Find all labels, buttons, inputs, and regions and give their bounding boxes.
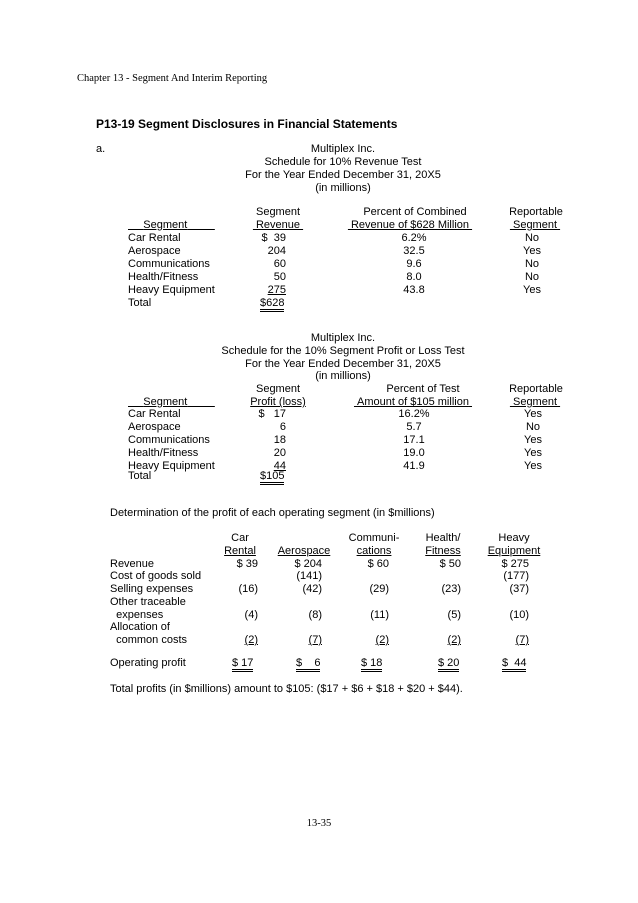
schedule2-row-percent: 19.0 (403, 447, 425, 459)
schedule1-row-reportable: No (524, 232, 540, 244)
schedule1-col2-header-bottom: Revenue (255, 219, 301, 231)
schedule1-title-line: For the Year Ended December 31, 20X5 (245, 169, 441, 181)
profit-row-label: expenses (110, 609, 164, 621)
schedule1-row-percent: 8.0 (406, 271, 422, 283)
schedule1-segment-header: Segment (143, 219, 188, 231)
profit-row-value: $ 204 (294, 558, 322, 570)
schedule1-row-segment: Communications (128, 258, 210, 270)
schedule2-row-value: 44 (273, 460, 286, 472)
profit-row-label: Other traceable (110, 596, 186, 608)
schedule2-title-line: Schedule for the 10% Segment Profit or Loss Test (221, 345, 465, 357)
schedule2-col2-header-bottom: Profit (loss) (250, 396, 306, 408)
schedule1-row-segment: Heavy Equipment (128, 284, 215, 296)
profit-column-header-bottom: Equipment (487, 545, 541, 557)
schedule1-row-reportable: Yes (523, 245, 541, 257)
schedule1-row-value: 50 (273, 271, 286, 283)
profit-row-value: (177) (503, 570, 529, 582)
profit-row-value: $ 39 (236, 558, 258, 570)
profit-row-value: $ 60 (367, 558, 389, 570)
schedule2-row-value: 20 (273, 447, 286, 459)
schedule2-row-percent: 5.7 (406, 421, 422, 433)
schedule2-row-segment: Aerospace (128, 421, 181, 433)
operating-profit-value: $ 17 (232, 657, 253, 672)
schedule1-col3-header-top: Percent of Combined (363, 206, 467, 218)
operating-profit-label: Operating profit (110, 657, 186, 669)
schedule1-total-value: $628 (260, 297, 284, 312)
schedule2-row-reportable: No (525, 421, 541, 433)
profit-column-header-bottom: Aerospace (277, 545, 331, 557)
schedule2-title-line: (in millions) (315, 370, 371, 382)
schedule1-row-reportable: Yes (523, 284, 541, 296)
profit-row-value: (29) (369, 583, 389, 595)
schedule2-row-reportable: Yes (524, 434, 542, 446)
profit-row-label: Cost of goods sold (110, 570, 202, 582)
schedule2-col2-header-top: Segment (255, 383, 301, 395)
operating-profit-value: $ 20 (438, 657, 459, 672)
profit-row-value: $ 50 (439, 558, 461, 570)
schedule1-title-line: (in millions) (315, 182, 371, 194)
schedule2-row-reportable: Yes (524, 460, 542, 472)
profit-row-value: (16) (238, 583, 258, 595)
schedule2-row-percent: 41.9 (403, 460, 425, 472)
schedule2-col4-header-bottom: Segment (512, 396, 558, 408)
schedule1-col4-header-bottom: Segment (512, 219, 558, 231)
profit-row-value: (7) (308, 634, 322, 646)
schedule1-row-value: 275 (267, 284, 286, 296)
schedule2-row-segment: Car Rental (128, 408, 181, 420)
profit-column-header-top: Communi- (348, 532, 400, 544)
schedule2-row-reportable: Yes (524, 408, 542, 420)
profit-summary: Total profits (in $millions) amount to $105: ($17 + $6 + $18 + $20 + $44). (110, 683, 463, 695)
profit-row-label: Allocation of (110, 621, 170, 633)
operating-profit-value: $ 44 (502, 657, 526, 672)
schedule1-col2-header-top: Segment (255, 206, 301, 218)
schedule1-row-segment: Health/Fitness (128, 271, 199, 283)
schedule2-row-reportable: Yes (524, 447, 542, 459)
problem-title: P13-19 Segment Disclosures in Financial Statements (96, 117, 398, 131)
profit-row-value: (10) (509, 609, 529, 621)
schedule2-total-value: $105 (260, 470, 284, 485)
profit-row-value: (8) (308, 609, 322, 621)
schedule2-total-label: Total (128, 470, 152, 482)
profit-row-value: (23) (441, 583, 461, 595)
schedule1-row-value: 60 (273, 258, 286, 270)
schedule2-title-line: For the Year Ended December 31, 20X5 (245, 358, 441, 370)
schedule1-row-value: 204 (267, 245, 286, 257)
schedule2-title-line: Multiplex Inc. (310, 332, 376, 344)
schedule1-row-value: $ 39 (261, 232, 286, 244)
schedule1-row-reportable: No (524, 271, 540, 283)
schedule1-row-segment: Aerospace (128, 245, 181, 257)
profit-row-value: (7) (515, 634, 529, 646)
schedule2-row-segment: Heavy Equipment (128, 460, 215, 472)
profit-column-header-bottom: Fitness (425, 545, 461, 557)
profit-row-value: (42) (302, 583, 322, 595)
profit-row-value: (2) (244, 634, 258, 646)
schedule2-row-percent: 16.2% (398, 408, 430, 420)
part-label: a. (96, 143, 106, 155)
profit-heading: Determination of the profit of each operating segment (in $millions) (110, 507, 435, 519)
operating-profit-value: $ 18 (361, 657, 382, 672)
schedule1-row-reportable: No (524, 258, 540, 270)
schedule2-row-segment: Communications (128, 434, 210, 446)
profit-row-value: (4) (244, 609, 258, 621)
schedule2-col4-header-top: Reportable (509, 383, 563, 395)
schedule2-row-value: $ 17 (258, 408, 286, 420)
schedule2-row-value: 6 (279, 421, 286, 433)
schedule1-total-label: Total (128, 297, 152, 309)
schedule2-col3-header-top: Percent of Test (386, 383, 460, 395)
profit-column-header-bottom: cations (356, 545, 392, 557)
schedule1-title-line: Schedule for 10% Revenue Test (264, 156, 422, 168)
schedule1-col3-header-bottom: Revenue of $628 Million (350, 219, 470, 231)
schedule2-col3-header-bottom: Amount of $105 million (357, 396, 469, 408)
schedule1-row-percent: 43.8 (403, 284, 425, 296)
schedule1-row-percent: 9.6 (406, 258, 422, 270)
profit-row-value: (37) (509, 583, 529, 595)
profit-column-header-top: Health/ (425, 532, 461, 544)
schedule2-row-percent: 17.1 (403, 434, 425, 446)
page-number: 13-35 (306, 818, 332, 829)
schedule1-title-line: Multiplex Inc. (310, 143, 376, 155)
schedule2-segment-header: Segment (143, 396, 188, 408)
schedule2-row-value: 18 (273, 434, 286, 446)
schedule1-row-segment: Car Rental (128, 232, 181, 244)
profit-row-value: (2) (447, 634, 461, 646)
profit-column-header-top: Heavy (498, 532, 530, 544)
profit-row-value: $ 275 (501, 558, 529, 570)
chapter-header: Chapter 13 - Segment And Interim Reporting (77, 73, 268, 84)
schedule1-col4-header-top: Reportable (509, 206, 563, 218)
profit-row-value: (5) (447, 609, 461, 621)
profit-column-header-top: Car (231, 532, 249, 544)
profit-row-value: (2) (375, 634, 389, 646)
profit-row-value: (141) (296, 570, 322, 582)
operating-profit-value: $ 6 (296, 657, 320, 672)
schedule1-row-percent: 32.5 (403, 245, 425, 257)
schedule2-row-segment: Health/Fitness (128, 447, 199, 459)
profit-row-label: Selling expenses (110, 583, 194, 595)
profit-column-header-bottom: Rental (224, 545, 256, 557)
profit-row-label: common costs (110, 634, 188, 646)
profit-row-label: Revenue (110, 558, 155, 570)
profit-row-value: (11) (370, 609, 389, 621)
schedule1-row-percent: 6.2% (401, 232, 427, 244)
